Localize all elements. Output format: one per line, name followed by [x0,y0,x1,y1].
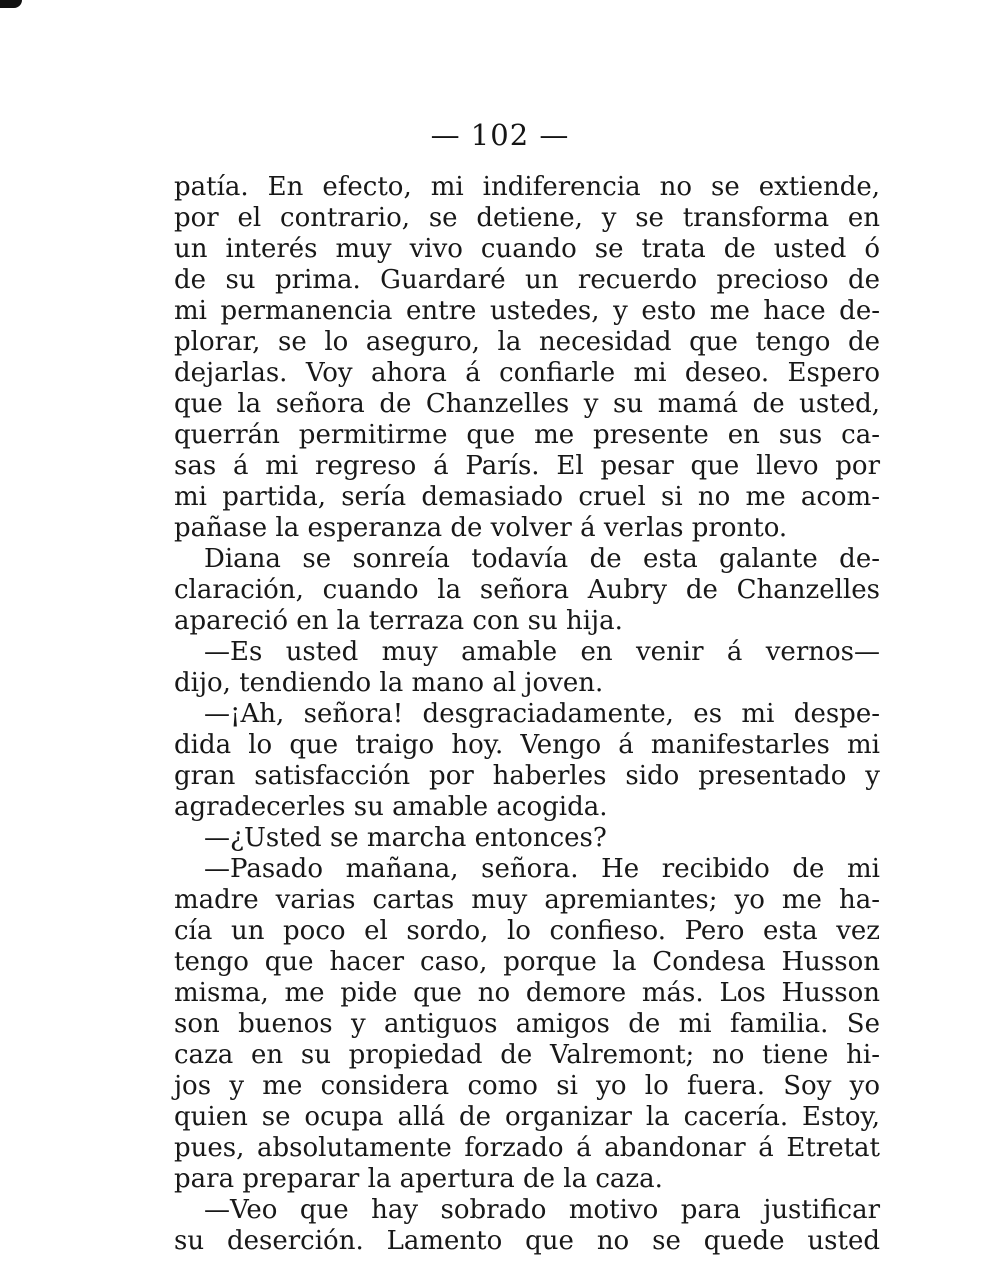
text-line: —Veo que hay sobrado motivo para justificar [204,1195,880,1225]
text-line: pues, absolutamente forzado á abandonar á Etretat [174,1133,880,1163]
text-line: gran satisfacción por haberles sido presentado y [174,761,880,791]
text-line: patía. En efecto, mi indiferencia no se extiende, [174,172,880,202]
text-line: que la señora de Chanzelles y su mamá de usted, [174,389,880,419]
page-number: — 102 — [430,118,570,152]
text-line: —Pasado mañana, señora. He recibido de mi [204,854,880,884]
text-line: querrán permitirme que me presente en sus ca- [174,420,880,450]
text-line: madre varias cartas muy apremiantes; yo me ha- [174,885,880,915]
text-line: quien se ocupa allá de organizar la cacería. Estoy, [174,1102,880,1132]
text-line: su deserción. Lamento que no se quede usted [174,1226,880,1256]
text-line: dijo, tendiendo la mano al joven. [174,668,604,698]
text-line: de su prima. Guardaré un recuerdo precioso de [174,265,880,295]
text-line: agradecerles su amable acogida. [174,792,608,822]
text-line: dida lo que traigo hoy. Vengo á manifestarles mi [174,730,880,760]
text-line: —¡Ah, señora! desgraciadamente, es mi despe- [204,699,880,729]
text-line: Diana se sonreía todavía de esta galante de- [204,544,880,574]
scan-corner-mark [0,0,22,8]
text-line: —¿Usted se marcha entonces? [204,823,607,853]
text-line: plorar, se lo aseguro, la necesidad que tengo de [174,327,880,357]
text-line: pañase la esperanza de volver á verlas pronto. [174,513,788,543]
text-line: son buenos y antiguos amigos de mi familia. Se [174,1009,880,1039]
text-line: claración, cuando la señora Aubry de Chanzelles [174,575,880,605]
text-line: tengo que hacer caso, porque la Condesa Husson [174,947,880,977]
body-text [174,172,880,1257]
text-line: —Es usted muy amable en venir á vernos— [204,637,880,667]
text-line: jos y me considera como si yo lo fuera. Soy yo [174,1071,880,1101]
text-line: apareció en la terraza con su hija. [174,606,623,636]
text-line: un interés muy vivo cuando se trata de usted ó [174,234,880,264]
text-line: sas á mi regreso á París. El pesar que llevo por [174,451,880,481]
text-line: caza en su propiedad de Valremont; no tiene hi- [174,1040,880,1070]
text-line: mi partida, sería demasiado cruel si no me acom- [174,482,880,512]
text-line: misma, me pide que no demore más. Los Husson [174,978,880,1008]
text-line: cía un poco el sordo, lo confieso. Pero esta vez [174,916,880,946]
text-line: para preparar la apertura de la caza. [174,1164,663,1194]
text-line: por el contrario, se detiene, y se transforma en [174,203,880,233]
text-line: mi permanencia entre ustedes, y esto me hace de- [174,296,880,326]
text-line: dejarlas. Voy ahora á confiarle mi deseo. Espero [174,358,880,388]
